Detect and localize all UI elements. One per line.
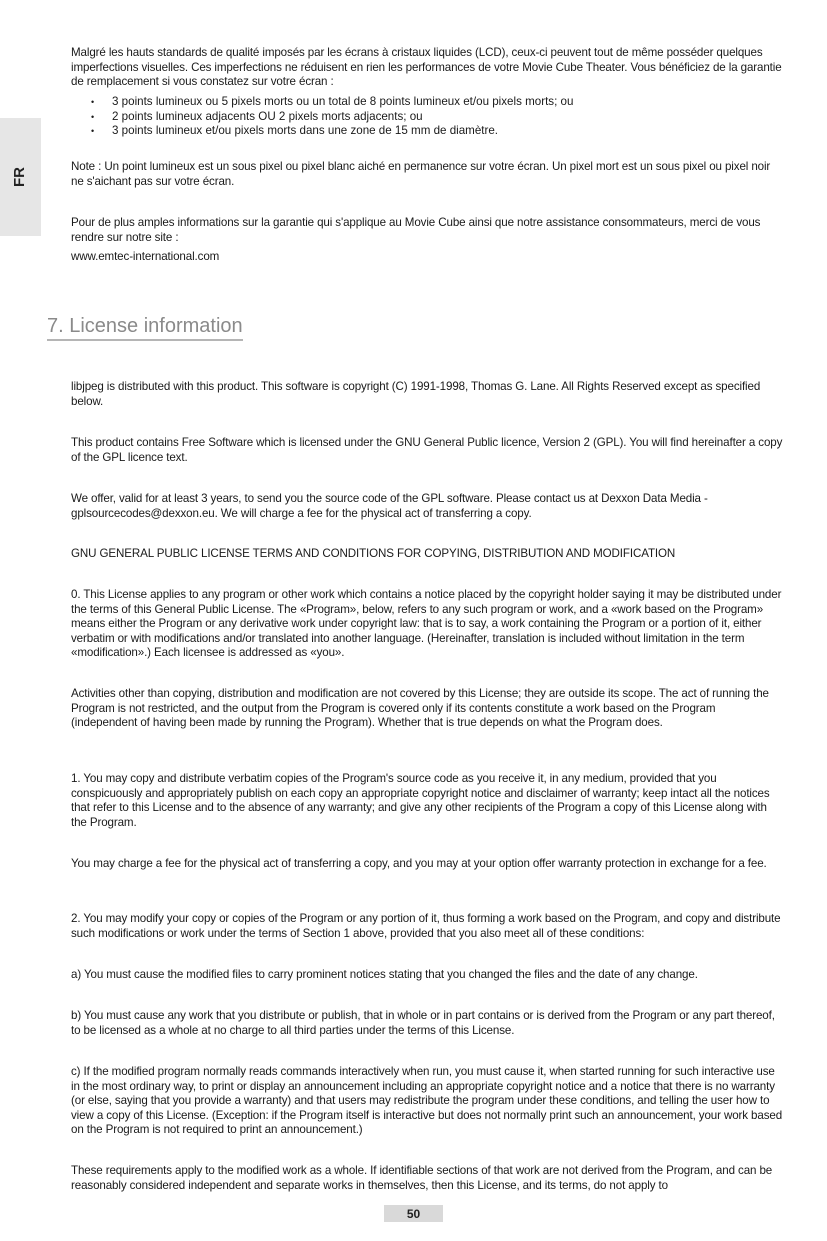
license-paragraph: These requirements apply to the modified work as a whole. If identifiable sections of that work are not derived from the Program, and can be reasonably considered independent and separate works in themselves, then this License, and its terms, do not apply to: [71, 1164, 773, 1192]
website-link[interactable]: www.emtec-international.com: [71, 250, 220, 263]
license-paragraph: 0. This License applies to any program or other work which contains a notice placed by the copyright holder saying it may be distributed under the terms of this General Public License. The «Program», below, refers to any such program or work, and a «work based on the Program» means either the Program or any derivative work under copyright law: that is to say, a work containing the Program or a portion of it, either verbatim or with modifications and/or translated into another language. (Hereinafter, translation is included without limitation in the term «modification».) Each licensee is addressed as «you».: [71, 588, 782, 660]
list-item: • 3 points lumineux et/ou pixels morts dans une zone de 15 mm de diamètre.: [71, 124, 771, 139]
section-title: 7. License information: [47, 313, 243, 341]
gpl-heading: GNU GENERAL PUBLIC LICENSE TERMS AND CONDITIONS FOR COPYING, DISTRIBUTION AND MODIFICATION: [71, 547, 676, 560]
page-number: 50: [384, 1205, 443, 1222]
more-info-paragraph: Pour de plus amples informations sur la garantie qui s'applique au Movie Cube ainsi que notre assistance consommateurs, merci de vous rendre sur notre site :: [71, 216, 761, 244]
license-paragraph: 2. You may modify your copy or copies of the Program or any portion of it, thus forming a work based on the Program, and copy and distribute such modifications or work under the terms of Section 1 above, provided that you also meet all of these conditions:: [71, 912, 781, 940]
license-paragraph: b) You must cause any work that you distribute or publish, that in whole or in part contains or is derived from the Program or any part thereof, to be licensed as a whole at no charge to all third parties under the terms of this License.: [71, 1009, 775, 1037]
license-paragraph: a) You must cause the modified files to carry prominent notices stating that you changed the files and the date of any change.: [71, 968, 698, 981]
list-item: • 3 points lumineux ou 5 pixels morts ou un total de 8 points lumineux et/ou pixels morts; ou: [71, 95, 771, 110]
warranty-conditions-list: [71, 95, 771, 139]
license-paragraph: You may charge a fee for the physical act of transferring a copy, and you may at your option offer warranty protection in exchange for a fee.: [71, 857, 767, 870]
intro-paragraph: Malgré les hauts standards de qualité imposés par les écrans à cristaux liquides (LCD), ceux-ci peuvent tout de même posséder quelques imperfections visuelles. Ces imperfections ne réduisent en rien les performances de votre Movie Cube Theater. Vous bénéficiez de la garantie de remplacement si vous constatez sur votre écran :: [71, 46, 782, 89]
list-item: • 2 points lumineux adjacents OU 2 pixels morts adjacents; ou: [71, 110, 771, 125]
license-paragraph: c) If the modified program normally reads commands interactively when run, you must cause it, when started running for such interactive use in the most ordinary way, to print or display an announcement including an appropriate copyright notice and a notice that there is no warranty (or else, saying that you provide a warranty) and that users may redistribute the program under these conditions, and telling the user how to view a copy of this License. (Exception: if the Program itself is interactive but does not normally print such an announcement, your work based on the Program is not required to print an announcement.): [71, 1065, 783, 1137]
license-paragraph: Activities other than copying, distribution and modification are not covered by this License; they are outside its scope. The act of running the Program is not restricted, and the output from the Program is covered only if its contents constitute a work based on the Program (independent of having been made by running the Program). Whether that is true depends on what the Program does.: [71, 687, 769, 730]
license-paragraph: 1. You may copy and distribute verbatim copies of the Program's source code as you receive it, in any medium, provided that you conspicuously and appropriately publish on each copy an appropriate copyright notice and disclaimer of warranty; keep intact all the notices that refer to this License and to the absence of any warranty; and give any other recipients of the Program a copy of this License along with the Program.: [71, 772, 770, 829]
license-paragraph: This product contains Free Software which is licensed under the GNU General Public licence, Version 2 (GPL). You will find hereinafter a copy of the GPL licence text.: [71, 436, 783, 464]
license-paragraph: libjpeg is distributed with this product. This software is copyright (C) 1991-1998, Thomas G. Lane. All Rights Reserved except as specified below.: [71, 380, 761, 408]
license-paragraph: We offer, valid for at least 3 years, to send you the source code of the GPL software. Please contact us at Dexxon Data Media - gplsourcecodes@dexxon.eu. We will charge a fee for the physical act of transferring a copy.: [71, 492, 708, 520]
note-paragraph: Note : Un point lumineux est un sous pixel ou pixel blanc aiché en permanence sur votre écran. Un pixel mort est un sous pixel ou pixel noir ne s'aichant pas sur votre écran.: [71, 160, 771, 188]
language-tab-label: FR: [11, 167, 28, 187]
